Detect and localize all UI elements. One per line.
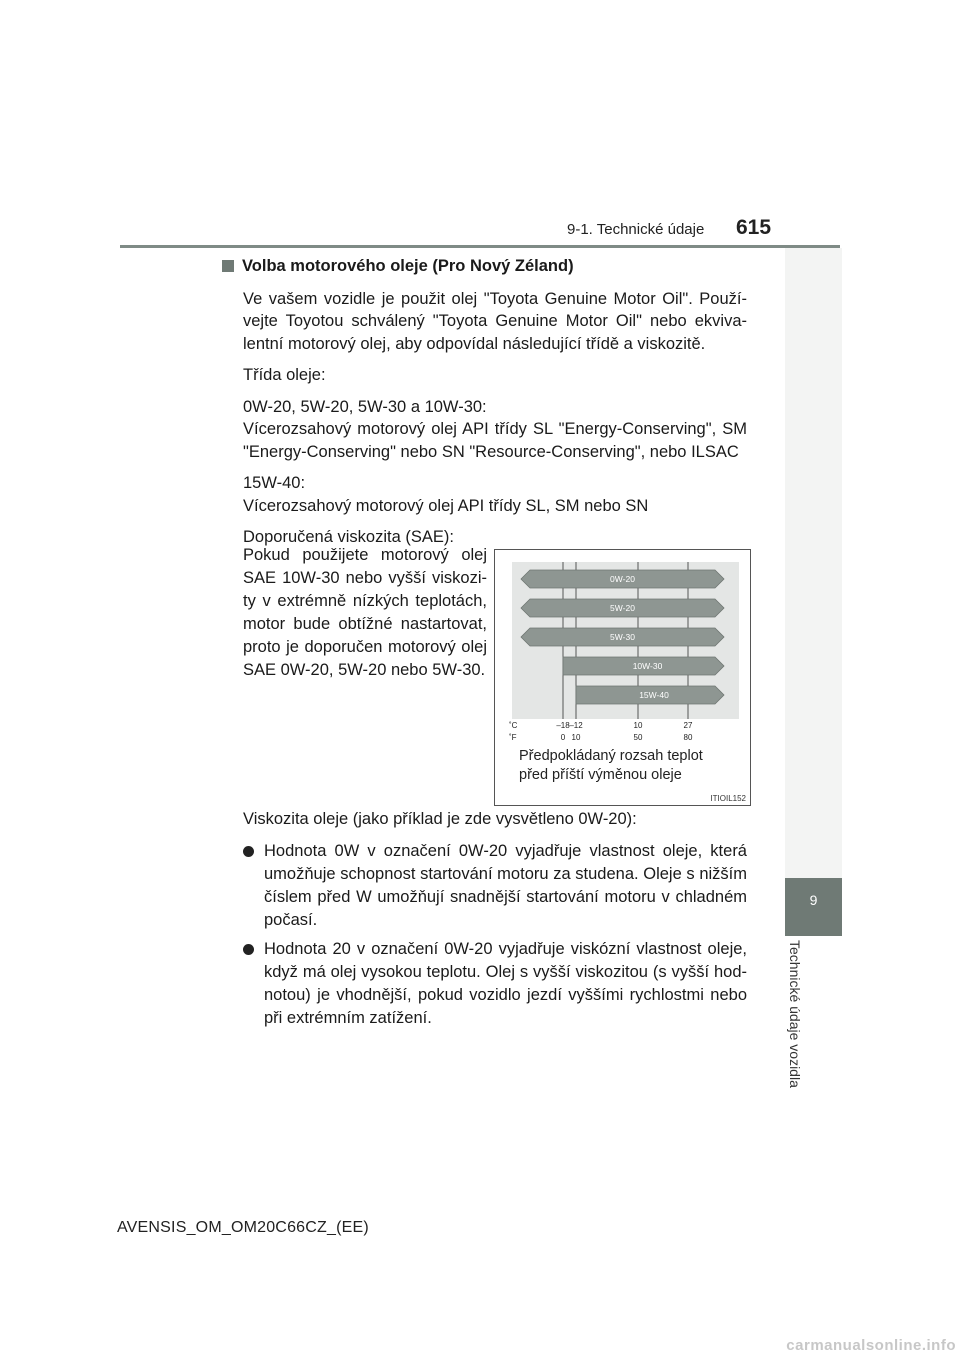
tick-c-label: 10 [633,721,643,730]
page-number: 615 [736,216,772,239]
chapter-label: Technické údaje vozidla [787,940,803,1088]
class-a-desc: Vícerozsahový motorový olej API třídy SL "Energy-Conserving", SM "Energy-Conserving" nebo SN "Resource-Conserving", nebo ILSAC [243,420,747,461]
document-id: AVENSIS_OM_OM20C66CZ_(EE) [117,1219,369,1236]
section-heading [222,255,747,278]
bar-label: 5W-30 [610,632,635,642]
bar-label: 10W-30 [632,661,663,671]
main-content [222,255,747,558]
figure-code: ITIOIL152 [710,794,746,803]
tick-c-label: –12 [569,721,583,730]
class-b-title: 15W-40: [243,474,306,492]
unit-f-label: ˚F [509,733,517,742]
chart-ticks [556,721,693,742]
viscosity-figure [494,549,751,806]
chapter-tab: 9 [785,878,842,936]
bullet-item [243,938,747,1030]
bar-label: 15W-40 [639,690,669,700]
class-b-desc: Vícerozsahový motorový olej API třídy SL, SM nebo SN [243,496,649,515]
figure-caption-line1: Předpokládaný rozsah teplot [519,748,703,764]
bar-label: 0W-20 [610,574,635,584]
bullet-text: Hodnota 0W v označení 0W-20 vyjadřuje vlastnost oleje, která umožňuje schopnost startování motoru za studena. Oleje s nižším číslem před W umožňují snadnější startování motoru v chladném počasí. [264,842,747,929]
header-rule [120,245,840,248]
heading-text: Volba motorového oleje (Pro Nový Zéland) [242,257,574,275]
figure-caption-line2: před příští výměnou oleje [519,767,682,783]
cold-start-note: Pokud použijete motorový olej SAE 10W-30 nebo vyšší viskozity v extrémně nízkých teplotách, motor bude obtížné nastartovat, proto je doporučen motorový olej SAE 0W-20, 5W-20 nebo 5W-30. [243,546,487,679]
viscosity-label: Doporučená viskozita (SAE): [243,528,454,546]
tick-f-label: 50 [633,733,643,742]
bullet-dot-icon [243,846,254,857]
chapter-label-wrap [775,940,815,1110]
section-title: 9-1. Technické údaje [567,221,705,238]
example-label: Viskozita oleje (jako příklad je zde vysvětleno 0W-20): [243,810,637,828]
tick-f-label: 10 [571,733,581,742]
bullet-item [243,840,747,932]
class-label: Třída oleje: [243,366,326,384]
bullet-text: Hodnota 20 v označení 0W-20 vyjadřuje viskózní vlastnost oleje, když má olej vysokou teplotu. Olej s vyšší viskozitou (s vyšší hodnotou) je vhodnější, pokud vozidlo jezdí vyššími rychlostmi nebo při extrémním zatížení. [264,940,747,1027]
class-a-title: 0W-20, 5W-20, 5W-30 a 10W-30: [243,397,487,416]
tick-f-label: 0 [560,733,566,742]
tick-c-label: 27 [683,721,693,730]
lower-content [222,808,747,1036]
watermark: carmanualsonline.info [786,1337,956,1354]
intro-paragraph: Ve vašem vozidle je použit olej "Toyota Genuine Motor Oil". Používejte Toyotou schválený "Toyota Genuine Motor Oil" nebo ekvivalentní motorový olej, aby odpovídal následující třídě a viskozitě. [243,289,747,353]
side-band [785,248,842,878]
figure-caption [519,747,703,785]
tick-f-label: 80 [683,733,693,742]
square-bullet-icon [222,260,234,272]
unit-c-label: ˚C [509,721,518,730]
bar-label: 5W-20 [610,603,635,613]
bullet-dot-icon [243,944,254,955]
tick-c-label: –18 [556,721,570,730]
